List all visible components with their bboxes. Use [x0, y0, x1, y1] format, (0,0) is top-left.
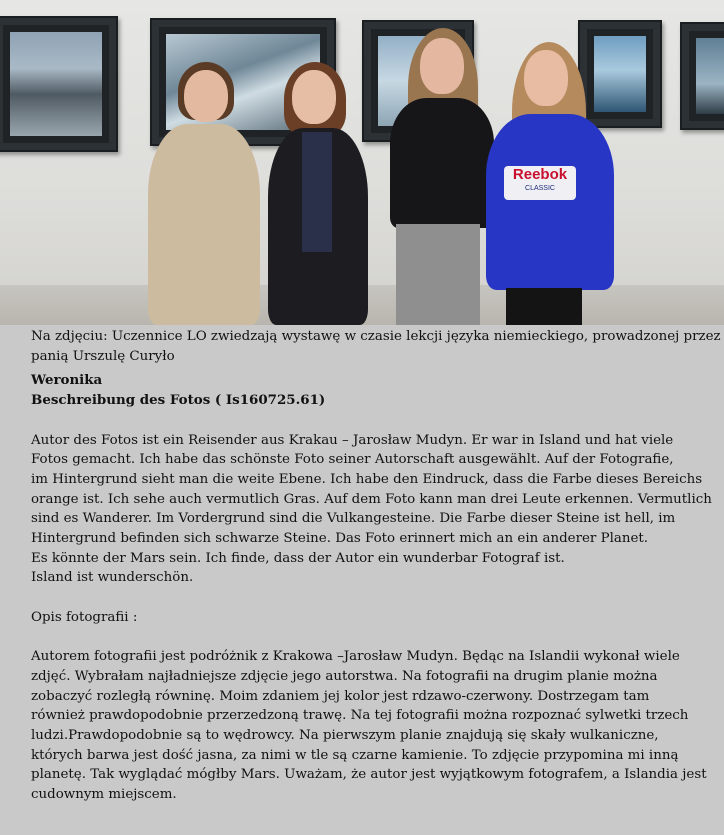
- polish-line: planetę. Tak wyglądać mógłby Mars. Uważam, że autor jest wyjątkowym fotografem, a Islandia jest: [31, 767, 707, 783]
- polish-line: również prawdopodobnie przerzedzoną trawę. Na tej fotografii można rozpoznać sylwetki trzech: [31, 708, 689, 724]
- german-line: Island ist wunderschön.: [31, 570, 194, 586]
- exhibition-photo: [0, 0, 724, 325]
- polish-line: których barwa jest dość jasna, za nimi w tle są czarne kamienie. To zdjęcie przypomina mi inną: [31, 747, 679, 763]
- german-line: im Hintergrund sieht man die weite Ebene. Ich habe den Eindruck, dass die Farbe dieses Bereichs: [31, 471, 703, 487]
- german-heading: Beschreibung des Fotos ( Is160725.61): [31, 392, 326, 409]
- author-name: Weronika: [31, 372, 103, 389]
- german-paragraph: [31, 431, 721, 589]
- person-blue-sweatshirt: [486, 42, 616, 325]
- person-beige-sweater: [140, 62, 270, 325]
- german-line: Autor des Fotos ist ein Reisender aus Krakau – Jarosław Mudyn. Er war in Island und hat viele: [31, 432, 674, 448]
- article-text: [31, 327, 721, 805]
- german-line: Es könnte der Mars sein. Ich finde, dass der Autor ein wunderbar Fotograf ist.: [31, 550, 565, 566]
- polish-line: zobaczyć rozległą równinę. Moim zdaniem jej kolor jest rdzawo-czerwony. Dostrzegam tam: [31, 688, 650, 704]
- german-line: Hintergrund befinden sich schwarze Steine. Das Foto erinnert mich an ein anderer Planet.: [31, 531, 649, 547]
- german-line: orange ist. Ich sehe auch vermutlich Gras. Auf dem Foto kann man drei Leute erkennen. Vermutlich: [31, 491, 712, 507]
- person-black-cardigan: [262, 62, 374, 325]
- framed-picture-5: [680, 22, 724, 130]
- shirt-logo: Reebok CLASSIC: [504, 166, 576, 200]
- polish-paragraph: [31, 647, 721, 805]
- polish-line: ludzi.Prawdopodobnie są to wędrowcy. Na pierwszym planie znajdują się skały wulkaniczne,: [31, 728, 659, 744]
- german-line: sind es Wanderer. Im Vordergrund sind die Vulkangesteine. Die Farbe dieser Steine ist hell, im: [31, 511, 676, 527]
- framed-picture-1: [0, 16, 118, 152]
- polish-line: cudownym miejscem.: [31, 787, 177, 803]
- person-black-top: [386, 28, 498, 325]
- photo-caption: Na zdjęciu: Uczennice LO zwiedzają wystawę w czasie lekcji języka niemieckiego, prowadzonej przez panią Urszulę Curyło: [31, 329, 721, 364]
- german-line: Fotos gemacht. Ich habe das schönste Foto seiner Autorschaft ausgewählt. Auf der Fotografie,: [31, 452, 674, 468]
- polish-line: Autorem fotografii jest podróżnik z Krakowa –Jarosław Mudyn. Będąc na Islandii wykonał wiele: [31, 649, 680, 665]
- polish-heading: Opis fotografii :: [31, 609, 138, 625]
- polish-line: zdjęć. Wybrałam najładniejsze zdjęcie jego autorstwa. Na fotografii na drugim planie można: [31, 668, 658, 684]
